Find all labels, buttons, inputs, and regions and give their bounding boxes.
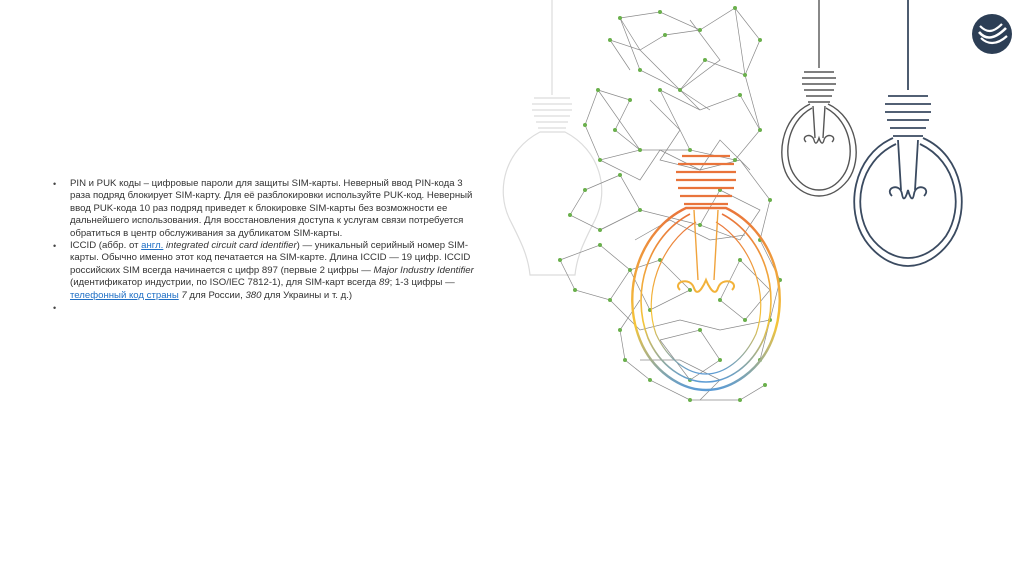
bullet-list	[52, 178, 482, 314]
bullet-pin-puk	[52, 178, 482, 240]
text-content	[52, 178, 482, 314]
iccid-text-4: (идентификатор индустрии, по ISO/IEC 7812-1), для SIM-карт всегда	[70, 277, 379, 289]
bullet-iccid	[52, 240, 482, 302]
iccid-380: 380	[245, 289, 262, 301]
navy-bulb-icon	[854, 0, 962, 266]
iccid-89: 89	[378, 277, 390, 289]
bullet-empty	[52, 302, 482, 314]
iccid-text-3: ) — уникальный серийный номер SIM-карты. Обычно именно этот код печатается на SIM-карте. Длина ICCID — 19 цифр. ICCID российских SIM всегда начинается с цифр 897 (первые 2 цифры —	[70, 240, 471, 276]
bullet-pin-puk-text: PIN и PUK коды – цифровые пароли для защиты SIM-карты. Неверный ввод PIN-кода 3 раза подряд блокирует SIM-карту. Для её разблокировки используйте PUK-код. Неверный ввод PUK-кода 10 раз подряд приведет к блокировке SIM-карты без возможности ее дальнейшего использования. Для восстановления доступа к услугам связи потребуется обратиться в центр обслуживания за дубликатом SIM-карты.	[70, 178, 473, 239]
central-bulb-icon	[632, 0, 779, 390]
link-engl[interactable]: англ.	[141, 240, 164, 252]
iccid-text-8: для Украины и т. д.)	[261, 289, 353, 301]
iccid-text-5: ; 1-3 цифры —	[389, 277, 455, 289]
bank-logo-icon	[970, 12, 1014, 56]
grey-bulb-icon	[782, 0, 856, 196]
iccid-text-7: для России,	[186, 289, 246, 301]
link-country-code[interactable]: телефонный код страны	[70, 289, 179, 301]
iccid-7: 7	[181, 289, 187, 301]
network-mesh	[560, 8, 780, 400]
iccid-term: integrated circuit card identifier	[166, 240, 297, 252]
iccid-mii: Major Industry Identifier	[373, 264, 474, 276]
faint-bulb-icon	[503, 0, 602, 275]
iccid-text-1: ICCID (аббр. от	[70, 240, 142, 252]
